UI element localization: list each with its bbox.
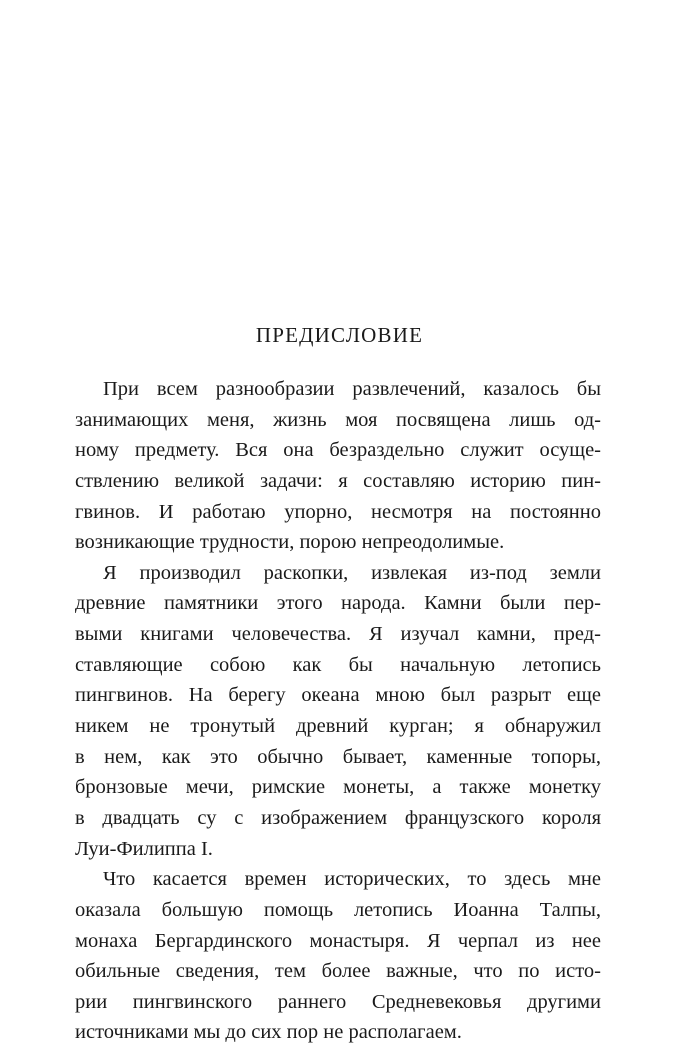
text-line: рии пингвинского раннего Средневековья другими [75, 990, 601, 1013]
text-line: пингвинов. На берегу океана мною был разрыт еще [75, 684, 601, 707]
text-line: Луи-Филиппа I. [75, 837, 213, 860]
text-line: монаха Бергардинского монастыря. Я черпал из нее [75, 929, 601, 952]
text-line: Я производил раскопки, извлекая из-под земли [103, 561, 601, 584]
text-line: обильные сведения, тем более важные, что по исто- [75, 960, 601, 983]
text-line: гвинов. И работаю упорно, несмотря на постоянно [75, 500, 601, 523]
text-line: При всем разнообразии развлечений, казалось бы [103, 378, 601, 400]
text-line: возникающие трудности, порою непреодолимые. [75, 531, 505, 554]
text-line: древние памятники этого народа. Камни были пер- [75, 592, 601, 615]
text-line: занимающих меня, жизнь моя посвящена лишь од- [75, 408, 601, 431]
text-line: оказала большую помощь летопись Иоанна Талпы, [75, 898, 601, 921]
body-text [75, 374, 601, 1048]
text-line: бронзовые мечи, римские монеты, а также монетку [75, 776, 601, 799]
text-line: выми книгами человечества. Я изучал камни, пред- [75, 623, 601, 646]
text-line: ставляющие собою как бы начальную летопись [75, 653, 601, 676]
text-line: Что касается времен исторических, то здесь мне [103, 868, 601, 891]
text-line: в двадцать су с изображением французского короля [75, 806, 601, 829]
text-line: источниками мы до сих пор не располагаем. [75, 1021, 462, 1044]
text-line: ствлению великой задачи: я составляю историю пин- [75, 469, 601, 492]
text-line: в нем, как это обычно бывает, каменные топоры, [75, 745, 601, 768]
text-line: никем не тронутый древний курган; я обнаружил [75, 715, 601, 738]
text-line: ному предмету. Вся она безраздельно служит осуще- [75, 439, 601, 462]
chapter-heading: ПРЕДИСЛОВИЕ [255, 323, 424, 347]
